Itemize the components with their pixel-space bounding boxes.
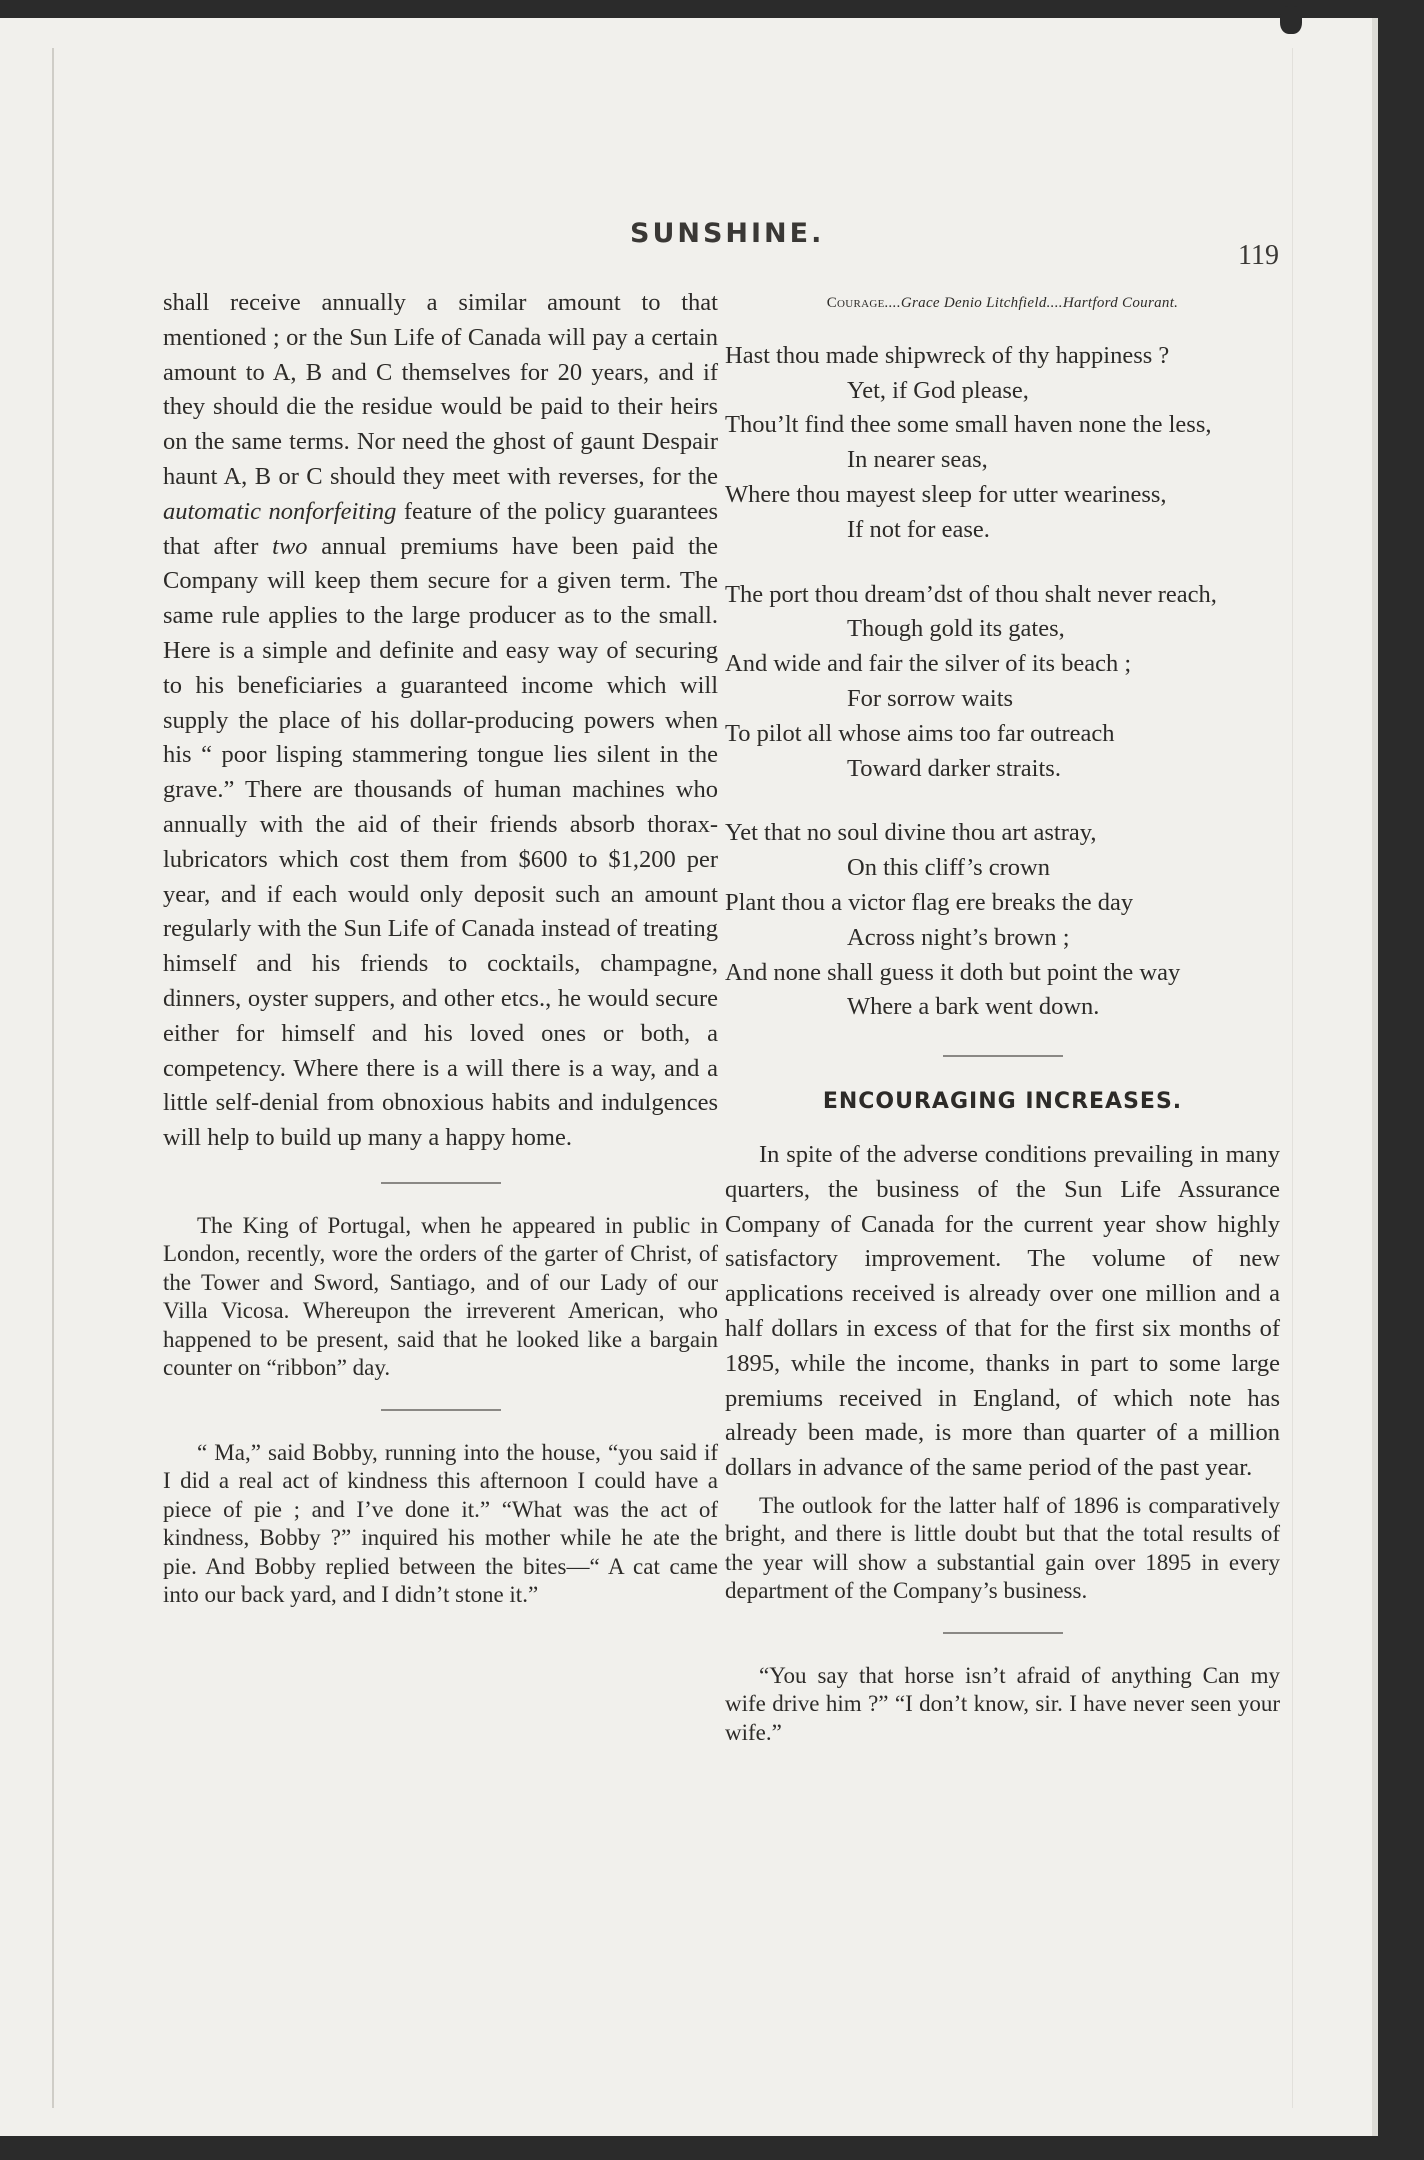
- emphasis-automatic: automatic nonforfeiting: [163, 497, 397, 525]
- poem-attribution: Courage....Grace Denio Litchfield....Hartford Courant.: [826, 295, 1179, 311]
- poem-stanza: The port thou dream’dst of thou shalt never reach, Though gold its gates, And wide and fair the silver of its beach ; For sorrow waits To pilot all whose aims too far outreach Toward darker straits.: [725, 580, 1217, 782]
- king-of-portugal-paragraph: The King of Portugal, when he appeared in public in London, recently, wore the orders of the garter of Christ, of the Tower and Sword, Santiago, and of our Lady of our Villa Vicosa. Whereupon the irreverent American, who happened to be present, said that he looked like a bargain counter on “ribbon” day.: [163, 1212, 718, 1381]
- divider-rule: [381, 1409, 501, 1411]
- left-column: [163, 286, 718, 1610]
- bobby-paragraph: “ Ma,” said Bobby, running into the house, “you said if I did a real act of kindness this afternoon I could have a piece of pie ; and I’ve done it.” “What was the act of kindness, Bobby ?” inquired his mother while he ate the pie. And Bobby replied between the bites—“ A cat came into our back yard, and I didn’t stone it.”: [163, 1439, 718, 1608]
- poem-stanza: Hast thou made shipwreck of thy happiness ? Yet, if God please, Thou’lt find thee some small haven none the less, In nearer seas, Where thou mayest sleep for utter weariness, If not for ease.: [725, 341, 1212, 543]
- article-heading: ENCOURAGING INCREASES.: [822, 1089, 1183, 1115]
- page: [0, 18, 1378, 2136]
- poem-stanza: Yet that no soul divine thou art astray, On this cliff’s crown Plant thou a victor flag ere breaks the day Across night’s brown ; And none shall guess it doth but point the way Where a bark went down.: [725, 819, 1181, 1021]
- page-number: 119: [1238, 240, 1279, 271]
- continuation-paragraph: shall receive annually a similar amount to that mentioned ; or the Sun Life of Canada will pay a certain amount to A, B and C themselves for 20 years, and if they should die the residue would be paid to their heirs on the same terms. Nor need the ghost of gaunt Despair haunt A, B or C should they meet with reverses, for the automatic nonforfeiting feature of the policy guarantees that after two annual premiums have been paid the Company will keep them secure for a given term. The same rule applies to the large producer as to the small. Here is a simple and definite and easy way of securing to his beneficiaries a guaranteed income which will supply the place of his dollar-producing powers when his “ poor lisping stammering tongue lies silent in the grave.” There are thousands of human machines who annually with the aid of their friends absorb thorax-lubricators which cost them from $600 to $1,200 per year, and if each would only deposit such an amount regularly with the Sun Life of Canada instead of treating himself and his friends to cocktails, champagne, dinners, oyster suppers, and other etcs., he would secure either for himself and his loved ones or both, a competency. Where there is a will there is a way, and a little self-denial from obnoxious habits and indulgences will help to build up many a happy home.: [163, 289, 718, 1152]
- emphasis-two: two: [272, 532, 308, 560]
- running-title: SUNSHINE.: [630, 218, 825, 249]
- divider-rule: [943, 1632, 1063, 1634]
- edge-shadow: [1292, 48, 1293, 2108]
- binding-fold: [52, 48, 54, 2108]
- divider-rule: [943, 1055, 1063, 1057]
- article-paragraph: In spite of the adverse conditions prevailing in many quarters, the business of the Sun Life Assurance Company of Canada for the current year show highly satisfactory improvement. The volume of new applications received is already over one million and a half dollars in excess of that for the first six months of 1895, while the income, thanks in part to some large premiums received in England, of which note has already been made, is more than quarter of a million dollars in advance of the same period of the past year.: [725, 1140, 1280, 1482]
- divider-rule: [381, 1182, 501, 1184]
- horse-joke-paragraph: “You say that horse isn’t afraid of anything Can my wife drive him ?” “I don’t know, sir. I have never seen your wife.”: [725, 1662, 1280, 1745]
- article-paragraph: The outlook for the latter half of 1896 is comparatively bright, and there is little doubt but that the total results of the year will show a substantial gain over 1895 in every department of the Company’s business.: [725, 1492, 1280, 1604]
- scan-artifact: [1280, 6, 1302, 34]
- right-column: [725, 286, 1280, 1747]
- poem: [725, 339, 1280, 1025]
